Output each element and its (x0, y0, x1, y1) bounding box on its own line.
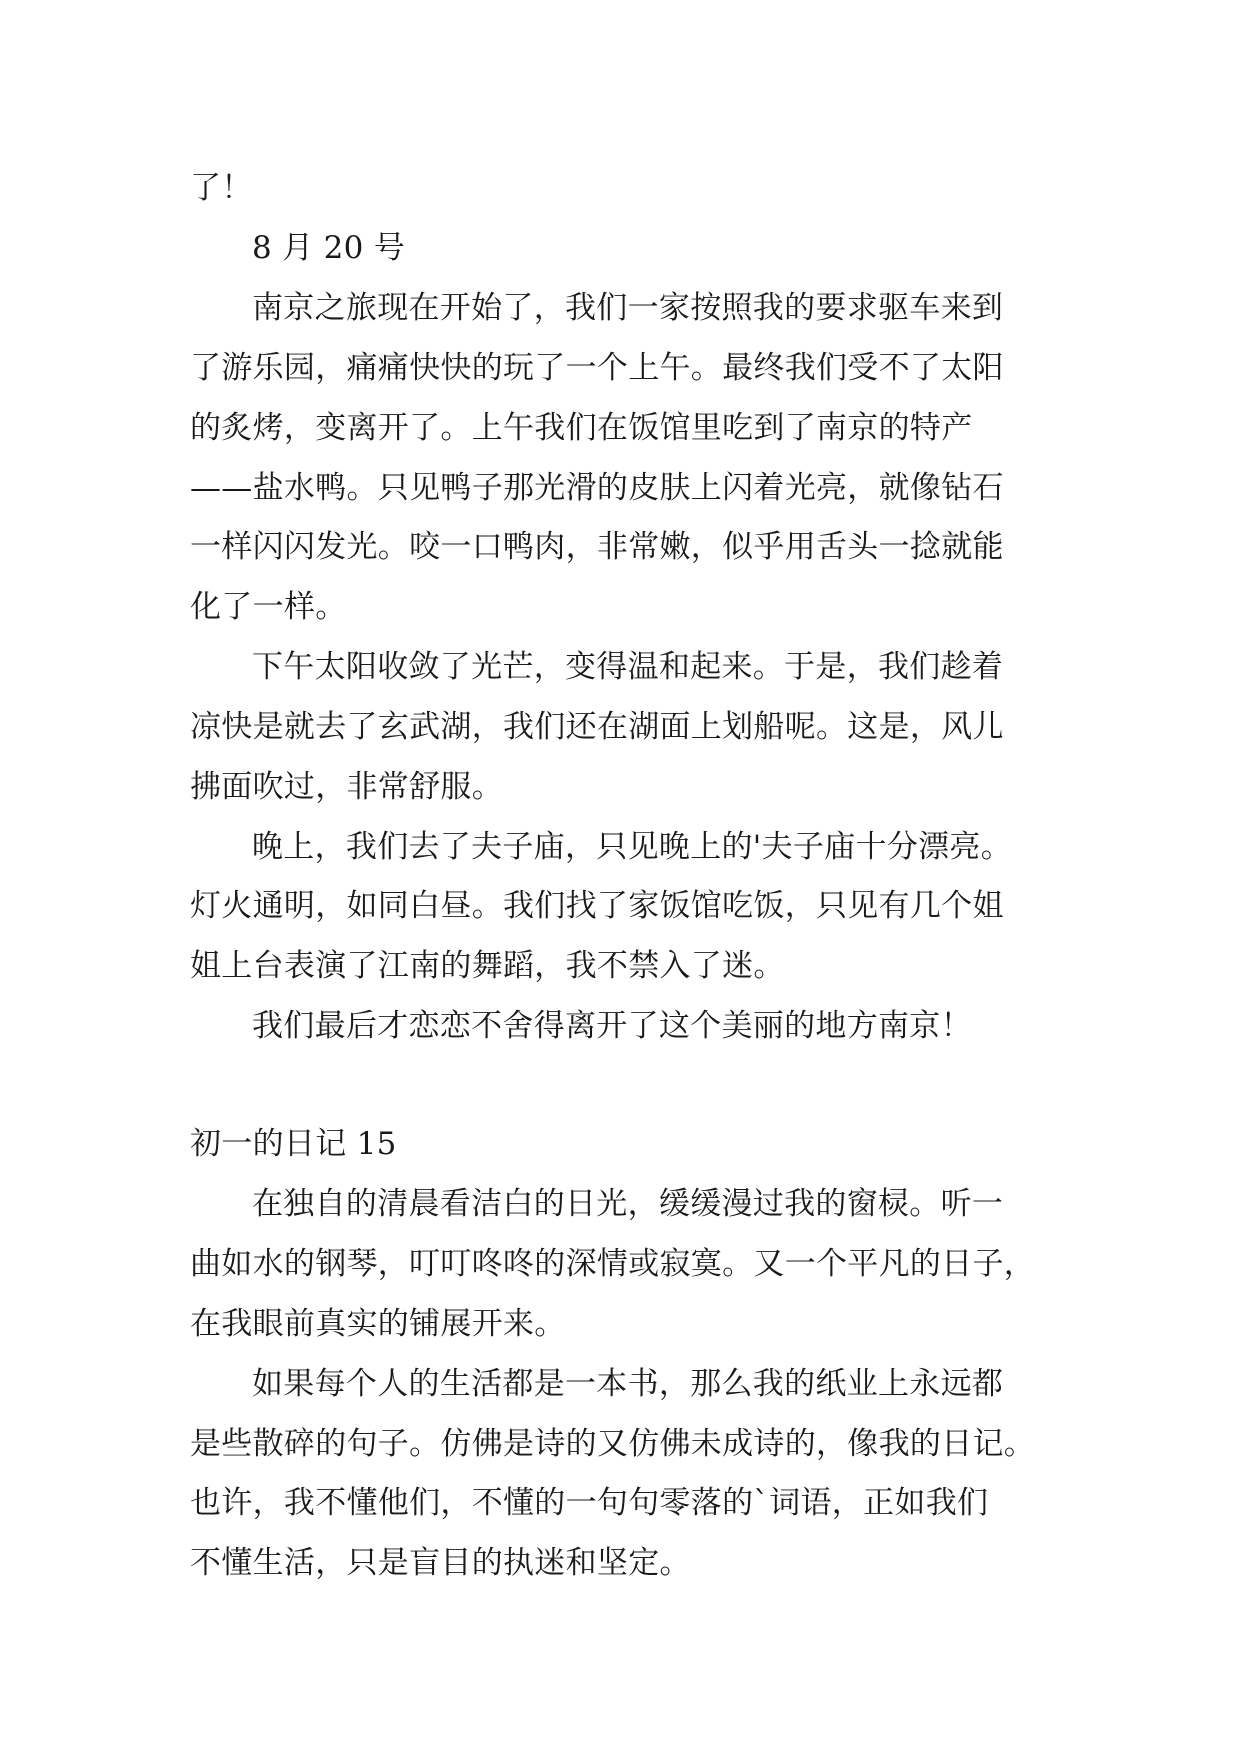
text-line: 如果每个人的生活都是一本书，那么我的纸业上永远都 (252, 1366, 1004, 1402)
text-line: 一样闪闪发光。咬一口鸭肉，非常嫩，似乎用舌头一捻就能 (190, 529, 1004, 565)
text-line: 南京之旅现在开始了，我们一家按照我的要求驱车来到 (252, 290, 1004, 326)
text-line: 我们最后才恋恋不舍得离开了这个美丽的地方南京！ (252, 1008, 972, 1044)
text-line: 晚上，我们去了夫子庙，只见晚上的'夫子庙十分漂亮。 (252, 829, 1013, 865)
date-heading: 8 月 20 号 (252, 230, 406, 266)
text-line: 在我眼前真实的铺展开来。 (190, 1306, 566, 1342)
text-line: 了！ (190, 170, 253, 206)
text-line: 是些散碎的句子。仿佛是诗的又仿佛未成诗的，像我的日记。 (190, 1426, 1036, 1462)
text-line: 拂面吹过，非常舒服。 (190, 769, 503, 805)
text-line: 的炙烤，变离开了。上午我们在饭馆里吃到了南京的特产 (190, 410, 973, 446)
text-line: 凉快是就去了玄武湖，我们还在湖面上划船呢。这是，风儿 (190, 709, 1004, 745)
text-line: 曲如水的钢琴，叮叮咚咚的深情或寂寞。又一个平凡的日子， (190, 1246, 1036, 1282)
text-line: 不懂生活，只是盲目的执迷和坚定。 (190, 1545, 691, 1581)
text-line: 了游乐园，痛痛快快的玩了一个上午。最终我们受不了太阳 (190, 350, 1004, 386)
text-line: 姐上台表演了江南的舞蹈，我不禁入了迷。 (190, 948, 785, 984)
text-line: 化了一样。 (190, 589, 347, 625)
text-line: 也许，我不懂他们，不懂的一句句零落的`词语，正如我们 (190, 1485, 989, 1521)
text-line: 下午太阳收敛了光芒，变得温和起来。于是，我们趁着 (252, 649, 1004, 685)
text-line: 灯火通明，如同白昼。我们找了家饭馆吃饭，只见有几个姐 (190, 888, 1004, 924)
text-line: ——盐水鸭。只见鸭子那光滑的皮肤上闪着光亮，就像钻石 (190, 470, 1004, 506)
section-title: 初一的日记 15 (190, 1126, 397, 1162)
text-line: 在独自的清晨看洁白的日光，缓缓漫过我的窗棂。听一 (252, 1186, 1004, 1222)
